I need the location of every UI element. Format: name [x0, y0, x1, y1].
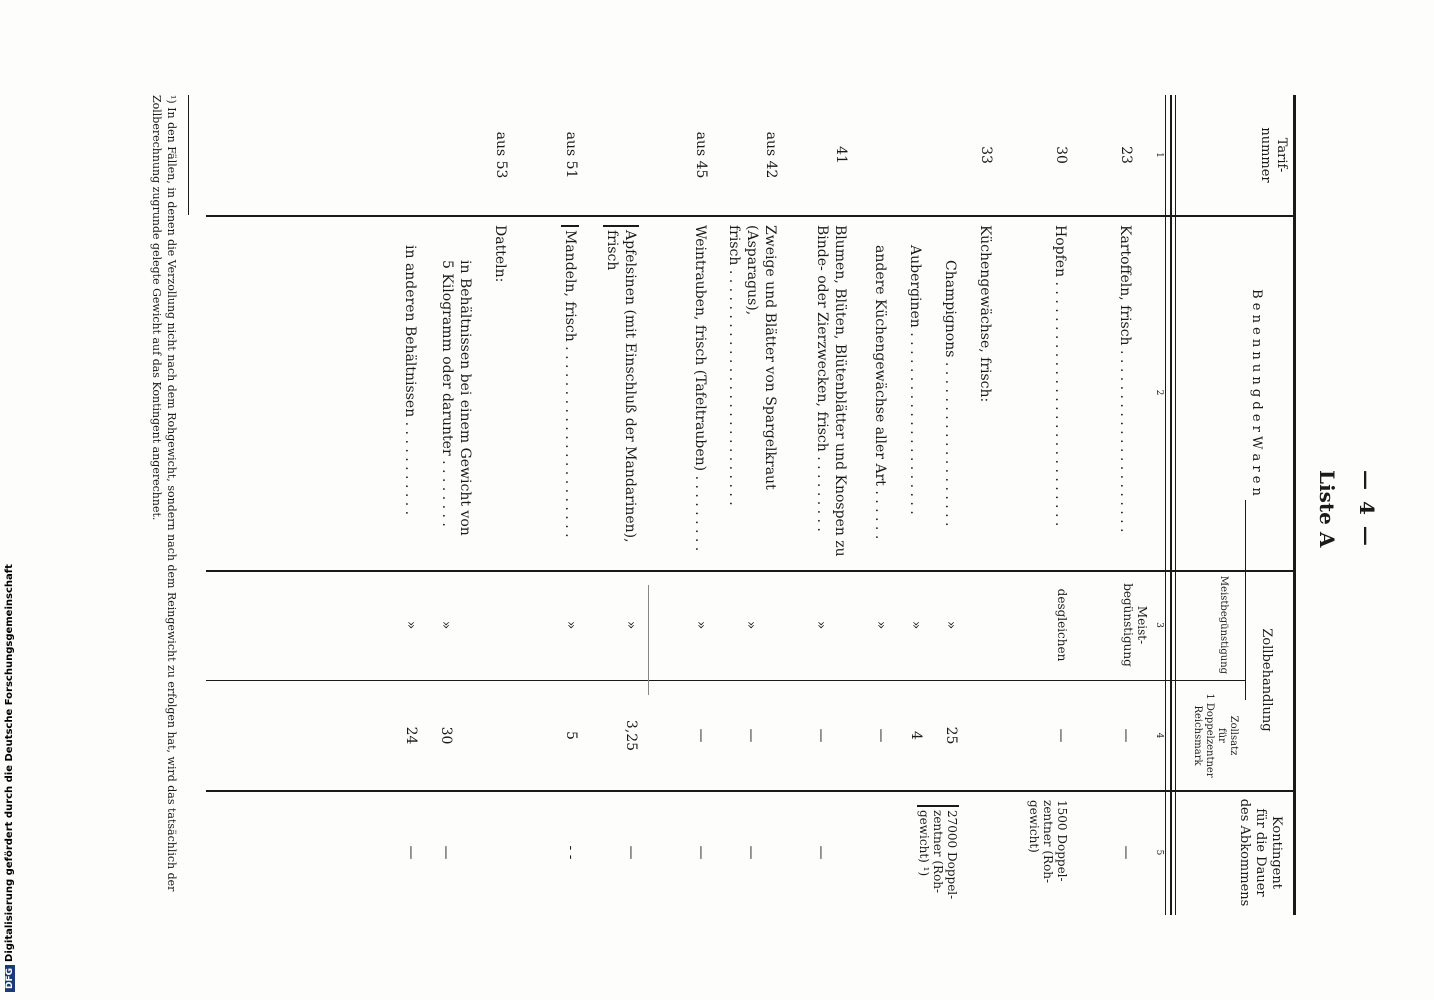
table-row-tarif: 23	[1118, 146, 1134, 164]
header-kontingent: Kontingent für die Dauer des Abkommens	[1237, 798, 1284, 907]
table-row-kont: —	[623, 845, 639, 860]
table-row-tarif: aus 51	[563, 131, 579, 179]
table-row-kont: 1500 Doppel- zentner (Roh- gewicht)	[1027, 800, 1069, 884]
table-row-desc: Hopfen . . . . . . . . . . . . . . . . . . . . . . . . . . . .	[1052, 225, 1068, 527]
table-row-tarif: 30	[1053, 146, 1069, 164]
table-row-zoll: 5	[563, 731, 579, 740]
table-row-kont: - -	[563, 845, 579, 860]
table-row-meist: »	[438, 620, 454, 630]
table-row-meist: »	[873, 620, 889, 630]
dfg-logo: DFG	[5, 965, 15, 992]
table-row-tarif: 33	[978, 146, 994, 164]
table-row-desc: Weintrauben, frisch (Tafeltrauben) . . . . . . . . .	[692, 225, 708, 552]
table-row-kont: —	[1118, 845, 1134, 860]
table-row-meist: desgleichen	[1055, 588, 1069, 662]
table-row-desc: Küchengewächse, frisch:	[977, 225, 993, 403]
column-number-4: 4	[1154, 732, 1164, 739]
sidenote-text: Digitalisierung gefördert durch die Deutsche Forschungsgemeinschaft	[4, 564, 15, 962]
col-divider-3	[206, 680, 1246, 681]
col-divider-4	[206, 790, 1296, 792]
header-meistbeguenstigung: Meistbegünstigung	[1218, 575, 1229, 675]
footnote-rule	[188, 95, 189, 215]
table-row-kont: —	[813, 845, 829, 860]
table-row-desc: andere Küchengewächse aller Art . . . . . .	[872, 245, 888, 540]
table-row-meist: »	[743, 620, 759, 630]
table-row-desc: Apfelsinen (mit Einschluß der Mandarinen), frisch	[603, 225, 639, 575]
table-row-zoll: 30	[438, 726, 454, 745]
table-row-desc: in anderen Behältnissen . . . . . . . . . . .	[402, 245, 418, 516]
table-row-zoll: —	[693, 728, 709, 743]
table-row-meist: »	[403, 620, 419, 630]
col-divider-2	[206, 570, 1296, 572]
table-row-meist: »	[563, 620, 579, 630]
table-row-zoll: —	[873, 728, 889, 743]
table-row-zoll: —	[813, 728, 829, 743]
table-row-meist: »	[623, 620, 639, 630]
table-row-zoll: 4	[908, 731, 924, 740]
table-row-zoll: 24	[403, 726, 419, 745]
table-row-desc: Zweige und Blätter von Spargelkraut (Asparagus), frisch . . . . . . . . . . . . . . . . . . . . . . . . . . .	[726, 225, 778, 506]
header-bottom-rule	[1170, 95, 1172, 915]
table-row-desc: Blumen, Blüten, Blütenblätter und Knospen zu Binde- oder Zierzwecken, frisch . . . . . . . . .	[814, 225, 848, 557]
table-row-tarif: 41	[833, 146, 849, 164]
table-row-meist: »	[813, 620, 829, 630]
table-row-desc: Champignons . . . . . . . . . . . . . . . . . . .	[942, 260, 958, 527]
header-inner-rule	[1175, 95, 1176, 915]
page-number: — 4 —	[1355, 470, 1379, 548]
table-row-tarif: aus 53	[493, 131, 509, 179]
table-row-meist: »	[943, 620, 959, 630]
table-row-kont: 27000 Doppel- zentner (Roh- gewicht) ¹)	[917, 805, 959, 920]
table-row-desc: Kartoffeln, frisch . . . . . . . . . . . . . . . . . . . . .	[1117, 225, 1133, 533]
table-row-zoll: 25	[943, 726, 959, 745]
header-tarif: Tarif- nummer	[1258, 127, 1289, 183]
footnote: ¹) In den Fällen, in denen die Verzollung nicht nach dem Rohgewicht, sondern nach dem Reingewicht zu erfolgen hat, wird das tatsächlich der Zollberechnung zugrunde gelegte Gewicht auf das Kontingent angerechnet.	[150, 95, 178, 892]
table-row-zoll: —	[1118, 728, 1134, 743]
row-divider	[648, 585, 649, 695]
col-divider-1	[206, 215, 1296, 217]
page-title: Liste A	[1315, 470, 1339, 548]
table-row-tarif: aus 45	[693, 131, 709, 179]
table-row-zoll: 3,25	[623, 719, 639, 752]
digitization-sidenote	[4, 564, 15, 992]
table-row-kont: —	[743, 845, 759, 860]
table-top-rule	[1293, 95, 1296, 915]
header-zollsatz: Zollsatz für 1 Doppelzentner Reichsmark	[1192, 693, 1239, 778]
column-number-2: 2	[1154, 389, 1164, 396]
zollbehandlung-rule	[1245, 500, 1246, 700]
table-row-meist: »	[693, 620, 709, 630]
table-row-kont: —	[403, 845, 419, 860]
table-row-zoll: —	[1053, 728, 1069, 743]
table-row-desc: Datteln:	[492, 225, 508, 283]
column-number-5: 5	[1154, 849, 1164, 856]
table-row-meist: Meist- begünstigung	[1121, 583, 1149, 667]
table-row-kont: —	[438, 845, 454, 860]
table-row-meist: »	[908, 620, 924, 630]
colnum-rule	[1165, 95, 1166, 915]
column-number-3: 3	[1154, 622, 1164, 628]
table-row-desc: Auberginen . . . . . . . . . . . . . . . . . . . . .	[907, 245, 923, 515]
table-row-desc: in Behältnissen bei einem Gewicht von 5 Kilogramm oder darunter . . . . . . . .	[439, 260, 473, 536]
column-number-1: 1	[1154, 152, 1164, 158]
table-row-desc: Mandeln, frisch . . . . . . . . . . . . . . . . . . . . . .	[561, 225, 579, 570]
table-row-tarif: aus 42	[763, 131, 779, 179]
table-row-zoll: —	[743, 728, 759, 743]
header-benennung: B e n e n n u n g d e r W a r e n	[1249, 289, 1264, 496]
header-zollbehandlung: Zollbehandlung	[1259, 628, 1274, 732]
table-row-kont: —	[693, 845, 709, 860]
